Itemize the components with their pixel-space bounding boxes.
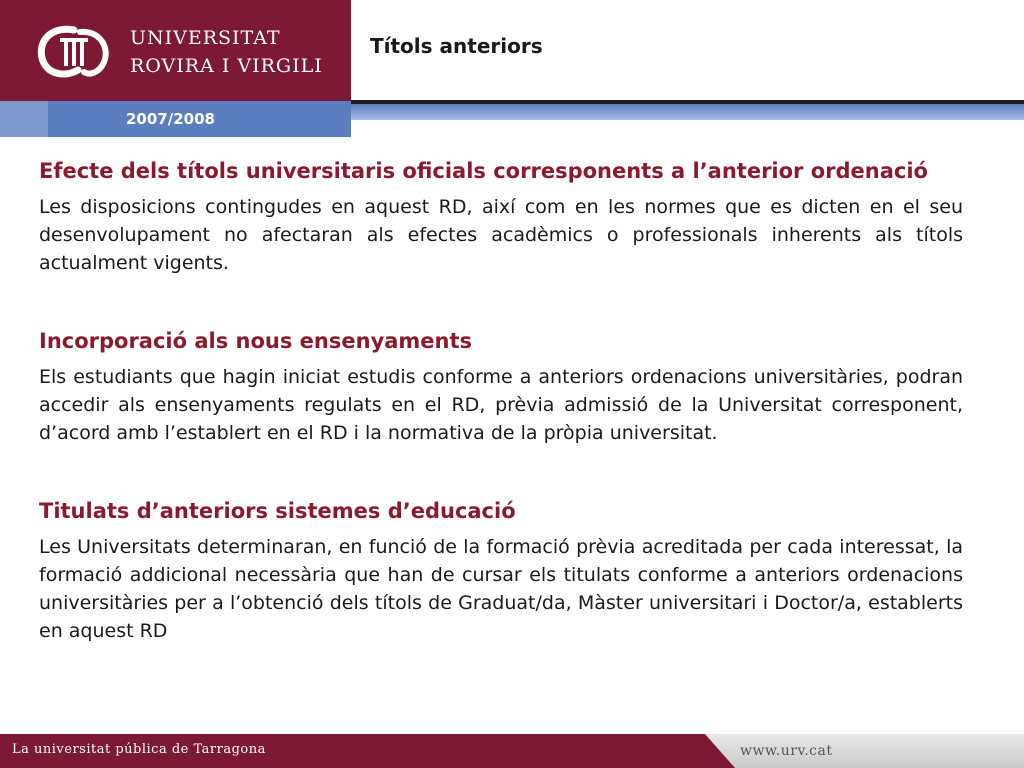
university-name xyxy=(130,24,323,80)
logo-line-2: ROVIRA I VIRGILI xyxy=(130,55,323,77)
section-heading: Efecte dels títols universitaris oficials corresponents a l’anterior ordenació xyxy=(39,159,928,183)
section-new-studies xyxy=(39,327,963,447)
slide-content xyxy=(39,157,963,645)
section-heading: Incorporació als nous ensenyaments xyxy=(39,329,473,353)
section-heading: Titulats d’anteriors sistemes d’educació xyxy=(39,499,516,523)
university-logo-block xyxy=(0,0,351,101)
academic-year-label: 2007/2008 xyxy=(126,110,215,128)
logo-line-1: UNIVERSITAT xyxy=(130,27,281,49)
slide-title: Títols anteriors xyxy=(370,34,543,58)
section-body: Les Universitats determinaran, en funció de la formació prèvia acreditada per cada interessat, la formació addicional necessària que han de cursar els titulats conforme a anteriors ordenacions universitàries per a l’obtenció dels títols de Graduat/da, Màster universitari i Doctor/a, establerts en aquest RD xyxy=(39,536,963,642)
section-body: Les disposicions contingudes en aquest RD, així com en les normes que es dicten en el seu desenvolupament no afectaran als efectes acadèmics o professionals inherents als títols actualment vigents. xyxy=(39,196,963,274)
section-previous-titles xyxy=(39,157,963,277)
footer-tagline: La universitat pública de Tarragona xyxy=(12,742,266,757)
university-emblem-icon xyxy=(34,22,114,82)
header-gradient-strip xyxy=(351,104,1024,120)
section-previous-systems xyxy=(39,497,963,645)
footer-url[interactable]: www.urv.cat xyxy=(740,743,833,759)
section-body: Els estudiants que hagin iniciat estudis conforme a anteriors ordenacions universitàries, podran accedir als ensenyaments regulats en el RD, prèvia admissió de la Universitat corresponent, d’acord amb l’establert en el RD i la normativa de la pròpia universitat. xyxy=(39,366,963,444)
